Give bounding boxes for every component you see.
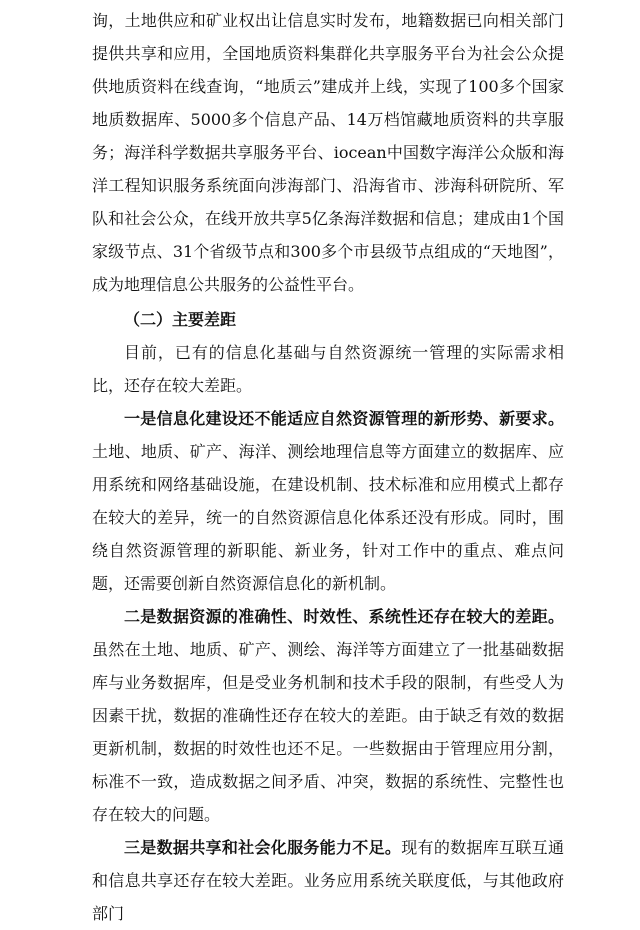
paragraph-lead-sentence: 一是信息化建设还不能适应自然资源管理的新形势、新要求。 bbox=[124, 409, 564, 428]
paragraph-lead-sentence: 二是数据资源的准确性、时效性、系统性还存在较大的差距。 bbox=[124, 607, 564, 626]
body-paragraph bbox=[92, 600, 564, 831]
paragraph-body-text: 土地、地质、矿产、海洋、测绘地理信息等方面建立的数据库、应用系统和网络基础设施，在建设机制、技术标准和应用模式上都存在较大的差异，统一的自然资源信息化体系还没有形成。同时，围绕自然资源管理的新职能、新业务，针对工作中的重点、难点问题，还需要创新自然资源信息化的新机制。 bbox=[92, 442, 564, 593]
continuation-paragraph: 询，土地供应和矿业权出让信息实时发布，地籍数据已向相关部门提供共享和应用，全国地质资料集群化共享服务平台为社会公众提供地质资料在线查询，“地质云”建成并上线，实现了100多个国家地质数据库、5000多个信息产品、14万档馆藏地质资料的共享服务；海洋科学数据共享服务平台、iocean中国数字海洋公众版和海洋工程知识服务系统面向涉海部门、沿海省市、涉海科研院所、军队和社会公众，在线开放共享5亿条海洋数据和信息；建成由1个国家级节点、31个省级节点和300多个市县级节点组成的“天地图”，成为地理信息公共服务的公益性平台。 bbox=[92, 11, 564, 294]
body-paragraph bbox=[92, 831, 564, 930]
paragraph-body-text: 现有的数据库互联互通和信息共享还存在较大差距。业务应用系统关联度低，与其他政府部门 bbox=[92, 838, 564, 923]
paragraph-body-text: 虽然在土地、地质、矿产、测绘、海洋等方面建立了一批基础数据库与业务数据库，但是受业务机制和技术手段的限制，有些受人为因素干扰，数据的准确性还存在较大的差距。由于缺乏有效的数据更新机制，数据的时效性也还不足。一些数据由于管理应用分割，标准不一致，造成数据之间矛盾、冲突，数据的系统性、完整性也存在较大的问题。 bbox=[92, 640, 564, 824]
body-paragraph: 目前，已有的信息化基础与自然资源统一管理的实际需求相比，还存在较大差距。 bbox=[92, 343, 564, 395]
paragraph-lead-sentence: 三是数据共享和社会化服务能力不足。 bbox=[124, 838, 402, 857]
body-paragraph bbox=[92, 402, 564, 600]
section-heading: （二）主要差距 bbox=[124, 310, 237, 329]
